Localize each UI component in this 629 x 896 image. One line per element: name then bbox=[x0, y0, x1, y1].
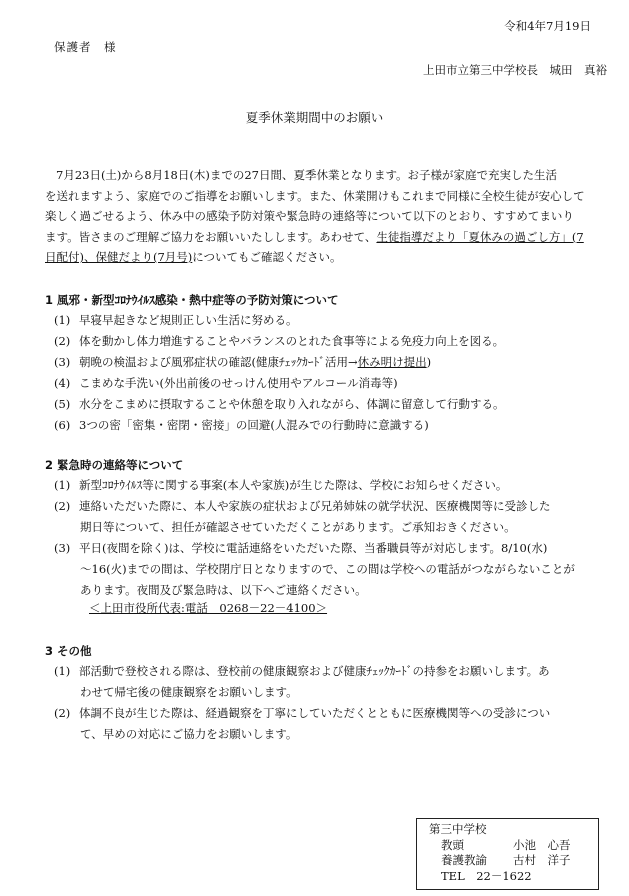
intro-line: 7月23日(土)から8月18日(木)までの27日間、夏季休業となります。お子様が家庭で充実した生活 bbox=[56, 168, 558, 182]
sender: 上田市立第三中学校長 城田 真裕 bbox=[423, 63, 607, 77]
list-item bbox=[54, 373, 398, 394]
list-item bbox=[54, 538, 547, 559]
item-number: (1) bbox=[54, 478, 71, 492]
item-number: (4) bbox=[54, 376, 71, 390]
list-item bbox=[54, 475, 507, 496]
item-number: (3) bbox=[54, 355, 71, 369]
item-text: 体を動かし体力増進することやバランスのとれた食事等による免疫力向上を図る。 bbox=[79, 334, 505, 348]
intro-text: ます。皆さまのご理解ご協力をお願いいたしします。あわせて、 bbox=[45, 229, 377, 244]
intro-line: 楽しく過ごせるよう、休み中の感染予防対策や緊急時の連絡等について以下のとおり、すすめてまいり bbox=[45, 209, 574, 223]
item-text: 部活動で登校される際は、登校前の健康観察および健康ﾁｪｯｸｶｰﾄﾞの持参をお願いします。あ bbox=[79, 664, 550, 678]
newsletter-reference: 日配付)、保健だより(7月号) bbox=[45, 250, 193, 264]
contact-name: 小池 心吾 bbox=[513, 838, 571, 852]
recipient: 保護者 様 bbox=[54, 40, 117, 54]
intro-line bbox=[45, 227, 613, 248]
list-item-continuation: て、早めの対応にご協力をお願いします。 bbox=[80, 727, 298, 741]
item-text: こまめな手洗い(外出前後のせっけん使用やアルコール消毒等) bbox=[79, 376, 398, 390]
city-hall-phone: ＜上田市役所代表:電話 0268－22－4100＞ bbox=[89, 601, 328, 615]
list-item bbox=[54, 415, 429, 436]
item-number: (1) bbox=[54, 313, 71, 327]
contact-phone: TEL 22－1622 bbox=[441, 869, 532, 883]
section-heading: 3 その他 bbox=[45, 644, 92, 658]
item-text: 平日(夜間を除く)は、学校に電話連絡をいただいた際、当番職員等が対応します。8/10(水) bbox=[79, 541, 548, 555]
list-item bbox=[54, 496, 551, 517]
item-text: 早寝早起きなど規則正しい生活に努める。 bbox=[79, 313, 298, 327]
section-heading: 1 風邪・新型ｺﾛﾅｳｲﾙｽ感染・熱中症等の予防対策について bbox=[45, 293, 339, 307]
section-heading: 2 緊急時の連絡等について bbox=[45, 458, 184, 472]
item-text: ) bbox=[426, 355, 432, 369]
item-text-underlined: 休み明け提出 bbox=[357, 355, 427, 369]
list-item bbox=[54, 331, 504, 352]
newsletter-reference: 生徒指導だより「夏休みの過ごし方」(7 bbox=[376, 229, 584, 244]
list-item bbox=[54, 661, 550, 682]
list-item-continuation: 期日等について、担任が確認させていただくことがあります。ご承知おきください。 bbox=[80, 520, 516, 534]
item-text: 3つの密「密集・密閉・密接」の回避(人混みでの行動時に意識する) bbox=[79, 418, 429, 432]
intro-line: を送れますよう、家庭でのご指導をお願いします。また、休業開けもこれまで同様に全校生徒が安心して bbox=[45, 188, 585, 203]
item-number: (2) bbox=[54, 334, 71, 348]
school-name: 第三中学校 bbox=[429, 822, 487, 836]
intro-text: についてもご確認ください。 bbox=[192, 250, 342, 264]
item-number: (1) bbox=[54, 664, 71, 678]
item-number: (2) bbox=[54, 706, 71, 720]
intro-line bbox=[45, 247, 613, 268]
item-text: 新型ｺﾛﾅｳｲﾙｽ等に関する事案(本人や家族)が生じた際は、学校にお知らせください。 bbox=[79, 478, 508, 492]
item-text: 朝晩の検温および風邪症状の確認(健康ﾁｪｯｸｶｰﾄﾞ活用→ bbox=[79, 355, 358, 369]
list-item bbox=[54, 703, 550, 724]
list-item-continuation: あります。夜間及び緊急時は、以下へご連絡ください。 bbox=[80, 583, 367, 597]
item-text: 連絡いただいた際に、本人や家族の症状および兄弟姉妹の就学状況、医療機関等に受診した bbox=[79, 499, 551, 513]
contact-name: 古村 洋子 bbox=[513, 853, 571, 867]
list-item-continuation: わせて帰宅後の健康観察をお願いします。 bbox=[80, 685, 298, 699]
contact-role: 教頭 bbox=[441, 838, 464, 852]
list-item bbox=[54, 352, 431, 373]
intro-paragraph bbox=[45, 165, 613, 268]
item-text: 水分をこまめに摂取することや休憩を取り入れながら、体調に留意して行動する。 bbox=[79, 397, 505, 411]
contact-box bbox=[416, 818, 599, 890]
document-title: 夏季休業期間中のお願い bbox=[245, 110, 384, 125]
item-number: (3) bbox=[54, 541, 71, 555]
document-date: 令和4年7月19日 bbox=[504, 19, 591, 33]
item-number: (5) bbox=[54, 397, 71, 411]
list-item bbox=[54, 394, 505, 415]
item-number: (2) bbox=[54, 499, 71, 513]
item-number: (6) bbox=[54, 418, 71, 432]
item-text: 体調不良が生じた際は、経過観察を丁寧にしていただくとともに医療機関等への受診につい bbox=[79, 706, 551, 720]
contact-role: 養護教諭 bbox=[441, 853, 487, 867]
list-item bbox=[54, 310, 298, 331]
list-item-continuation: ～16(火)までの間は、学校閉庁日となりますので、この間は学校への電話がつながらないことが bbox=[80, 562, 575, 576]
